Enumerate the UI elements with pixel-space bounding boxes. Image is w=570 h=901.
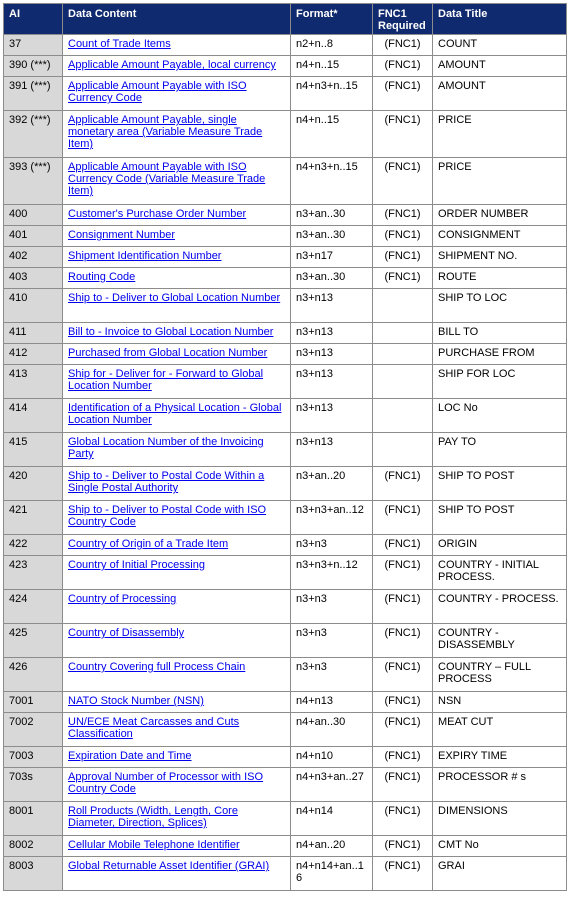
table-row <box>4 535 567 556</box>
table-row <box>4 624 567 658</box>
data-content-link[interactable]: Identification of a Physical Location - Global Location Number <box>68 402 282 426</box>
cell-data-content <box>63 768 291 802</box>
cell-format: n3+n13 <box>291 433 373 467</box>
header-row <box>4 4 567 35</box>
data-content-link[interactable]: Applicable Amount Payable, single monetary area (Variable Measure Trade Item) <box>68 114 263 150</box>
cell-data-title: COUNTRY - INITIAL PROCESS. <box>433 556 567 590</box>
cell-format: n4+n10 <box>291 747 373 768</box>
cell-format: n3+an..30 <box>291 268 373 289</box>
data-content-link[interactable]: Ship to - Deliver to Global Location Number <box>68 292 281 304</box>
cell-ai: 390 (***) <box>4 56 63 77</box>
cell-data-content <box>63 77 291 111</box>
cell-data-title: SHIP TO LOC <box>433 289 567 323</box>
cell-fnc1: (FNC1) <box>373 836 433 857</box>
cell-fnc1 <box>373 289 433 323</box>
cell-fnc1: (FNC1) <box>373 590 433 624</box>
cell-ai: 391 (***) <box>4 77 63 111</box>
cell-data-content <box>63 857 291 891</box>
cell-data-content <box>63 433 291 467</box>
table-row <box>4 747 567 768</box>
cell-data-content <box>63 247 291 268</box>
cell-ai: 400 <box>4 205 63 226</box>
cell-format: n4+an..30 <box>291 713 373 747</box>
cell-format: n4+n3+n..15 <box>291 77 373 111</box>
cell-ai: 8003 <box>4 857 63 891</box>
data-content-link[interactable]: Bill to - Invoice to Global Location Number <box>68 326 274 338</box>
cell-data-title: COUNTRY - DISASSEMBLY <box>433 624 567 658</box>
cell-data-title: ORDER NUMBER <box>433 205 567 226</box>
cell-ai: 410 <box>4 289 63 323</box>
cell-data-content <box>63 692 291 713</box>
cell-data-content <box>63 56 291 77</box>
cell-fnc1: (FNC1) <box>373 692 433 713</box>
table-row <box>4 802 567 836</box>
table-row <box>4 467 567 501</box>
cell-ai: 402 <box>4 247 63 268</box>
cell-format: n4+n13 <box>291 692 373 713</box>
cell-format: n2+n..8 <box>291 35 373 56</box>
cell-fnc1: (FNC1) <box>373 535 433 556</box>
data-content-link[interactable]: Applicable Amount Payable, local currency <box>68 59 276 71</box>
cell-ai: 422 <box>4 535 63 556</box>
cell-data-title: SHIP FOR LOC <box>433 365 567 399</box>
cell-format: n3+n3+n..12 <box>291 556 373 590</box>
cell-data-title: AMOUNT <box>433 77 567 111</box>
cell-format: n3+n3 <box>291 658 373 692</box>
cell-fnc1 <box>373 344 433 365</box>
table-row <box>4 268 567 289</box>
cell-data-content <box>63 205 291 226</box>
cell-format: n3+n3 <box>291 624 373 658</box>
cell-ai: 37 <box>4 35 63 56</box>
data-content-link[interactable]: Cellular Mobile Telephone Identifier <box>68 839 240 851</box>
cell-data-content <box>63 836 291 857</box>
cell-format: n3+n13 <box>291 289 373 323</box>
cell-format: n3+n13 <box>291 323 373 344</box>
cell-format: n3+an..30 <box>291 226 373 247</box>
cell-fnc1: (FNC1) <box>373 467 433 501</box>
cell-fnc1: (FNC1) <box>373 35 433 56</box>
data-content-link[interactable]: Approval Number of Processor with ISO Country Code <box>68 771 264 795</box>
data-content-link[interactable]: Global Location Number of the Invoicing Party <box>68 436 264 460</box>
cell-ai: 426 <box>4 658 63 692</box>
table-row <box>4 35 567 56</box>
cell-format: n4+n..15 <box>291 56 373 77</box>
cell-ai: 412 <box>4 344 63 365</box>
data-content-link[interactable]: UN/ECE Meat Carcasses and Cuts Classification <box>68 716 240 740</box>
cell-ai: 413 <box>4 365 63 399</box>
cell-data-title: GRAI <box>433 857 567 891</box>
table-row <box>4 323 567 344</box>
table-row <box>4 205 567 226</box>
cell-fnc1: (FNC1) <box>373 624 433 658</box>
cell-data-title: SHIPMENT NO. <box>433 247 567 268</box>
cell-data-title: PURCHASE FROM <box>433 344 567 365</box>
cell-format: n4+an..20 <box>291 836 373 857</box>
cell-fnc1: (FNC1) <box>373 205 433 226</box>
cell-format: n3+n17 <box>291 247 373 268</box>
data-content-link[interactable]: Expiration Date and Time <box>68 750 192 762</box>
data-content-link[interactable]: Ship for - Deliver for - Forward to Global Location Number <box>68 368 264 392</box>
cell-data-content <box>63 658 291 692</box>
cell-data-title: ORIGIN <box>433 535 567 556</box>
table-row <box>4 501 567 535</box>
data-content-link[interactable]: Ship to - Deliver to Postal Code with ISO Country Code <box>68 504 267 528</box>
cell-data-title: EXPIRY TIME <box>433 747 567 768</box>
cell-data-content <box>63 158 291 205</box>
cell-data-content <box>63 226 291 247</box>
cell-data-content <box>63 501 291 535</box>
cell-data-title: CONSIGNMENT <box>433 226 567 247</box>
cell-ai: 403 <box>4 268 63 289</box>
cell-fnc1: (FNC1) <box>373 56 433 77</box>
cell-data-content <box>63 365 291 399</box>
header-data-content: Data Content <box>63 4 291 35</box>
cell-format: n4+n3+an..27 <box>291 768 373 802</box>
data-content-link[interactable]: Consignment Number <box>68 229 175 241</box>
cell-data-title: COUNT <box>433 35 567 56</box>
table-row <box>4 692 567 713</box>
cell-data-title: SHIP TO POST <box>433 467 567 501</box>
table-row <box>4 344 567 365</box>
cell-format: n3+n3+an..12 <box>291 501 373 535</box>
cell-data-content <box>63 399 291 433</box>
data-content-link[interactable]: Roll Products (Width, Length, Core Diameter, Direction, Splices) <box>68 805 238 829</box>
cell-fnc1: (FNC1) <box>373 768 433 802</box>
cell-fnc1: (FNC1) <box>373 658 433 692</box>
cell-data-title: PROCESSOR # s <box>433 768 567 802</box>
table-row <box>4 247 567 268</box>
cell-fnc1: (FNC1) <box>373 226 433 247</box>
cell-format: n4+n..15 <box>291 111 373 158</box>
table-row <box>4 158 567 205</box>
table-row <box>4 590 567 624</box>
table-row <box>4 399 567 433</box>
table-row <box>4 713 567 747</box>
cell-data-title: DIMENSIONS <box>433 802 567 836</box>
cell-fnc1 <box>373 433 433 467</box>
cell-data-title: MEAT CUT <box>433 713 567 747</box>
table-row <box>4 289 567 323</box>
table-row <box>4 768 567 802</box>
cell-format: n4+n3+n..15 <box>291 158 373 205</box>
cell-data-content <box>63 467 291 501</box>
header-fnc1-required: FNC1 Required <box>373 4 433 35</box>
header-data-title: Data Title <box>433 4 567 35</box>
cell-format: n3+n3 <box>291 590 373 624</box>
cell-ai: 424 <box>4 590 63 624</box>
cell-ai: 8002 <box>4 836 63 857</box>
data-content-link[interactable]: Ship to - Deliver to Postal Code Within a Single Postal Authority <box>68 470 265 494</box>
cell-data-content <box>63 556 291 590</box>
cell-data-title: ROUTE <box>433 268 567 289</box>
cell-data-content <box>63 111 291 158</box>
cell-data-title: COUNTRY - PROCESS. <box>433 590 567 624</box>
cell-ai: 703s <box>4 768 63 802</box>
cell-fnc1: (FNC1) <box>373 501 433 535</box>
data-content-link[interactable]: Routing Code <box>68 271 136 283</box>
cell-data-title: NSN <box>433 692 567 713</box>
cell-ai: 7003 <box>4 747 63 768</box>
data-content-link[interactable]: Shipment Identification Number <box>68 250 222 262</box>
data-content-link[interactable]: Country of Initial Processing <box>68 559 205 571</box>
cell-data-content <box>63 289 291 323</box>
cell-fnc1: (FNC1) <box>373 556 433 590</box>
cell-format: n3+an..30 <box>291 205 373 226</box>
cell-fnc1: (FNC1) <box>373 77 433 111</box>
cell-data-title: AMOUNT <box>433 56 567 77</box>
data-content-link[interactable]: Global Returnable Asset Identifier (GRAI) <box>68 860 270 872</box>
cell-format: n3+an..20 <box>291 467 373 501</box>
cell-fnc1: (FNC1) <box>373 268 433 289</box>
table-row <box>4 111 567 158</box>
cell-format: n4+n14+an..16 <box>291 857 373 891</box>
cell-ai: 7002 <box>4 713 63 747</box>
cell-data-title: PRICE <box>433 111 567 158</box>
cell-ai: 414 <box>4 399 63 433</box>
cell-data-content <box>63 535 291 556</box>
table-row <box>4 56 567 77</box>
data-content-link[interactable]: Country of Processing <box>68 593 177 605</box>
cell-data-content <box>63 802 291 836</box>
cell-fnc1: (FNC1) <box>373 247 433 268</box>
table-row <box>4 556 567 590</box>
table-row <box>4 226 567 247</box>
cell-fnc1: (FNC1) <box>373 111 433 158</box>
cell-ai: 423 <box>4 556 63 590</box>
header-format: Format* <box>291 4 373 35</box>
cell-data-title: LOC No <box>433 399 567 433</box>
table-row <box>4 77 567 111</box>
cell-data-content <box>63 323 291 344</box>
cell-data-content <box>63 713 291 747</box>
cell-fnc1: (FNC1) <box>373 158 433 205</box>
cell-ai: 393 (***) <box>4 158 63 205</box>
cell-data-title: BILL TO <box>433 323 567 344</box>
cell-data-content <box>63 344 291 365</box>
table-row <box>4 658 567 692</box>
cell-ai: 420 <box>4 467 63 501</box>
cell-fnc1 <box>373 323 433 344</box>
cell-format: n3+n13 <box>291 365 373 399</box>
cell-ai: 7001 <box>4 692 63 713</box>
cell-ai: 401 <box>4 226 63 247</box>
cell-ai: 411 <box>4 323 63 344</box>
data-content-link[interactable]: Country Covering full Process Chain <box>68 661 246 673</box>
cell-data-title: PAY TO <box>433 433 567 467</box>
cell-ai: 425 <box>4 624 63 658</box>
cell-ai: 421 <box>4 501 63 535</box>
ai-table <box>3 3 567 891</box>
cell-fnc1 <box>373 365 433 399</box>
cell-fnc1: (FNC1) <box>373 802 433 836</box>
data-content-link[interactable]: Count of Trade Items <box>68 38 171 50</box>
data-content-link[interactable]: Customer's Purchase Order Number <box>68 208 247 220</box>
cell-data-content <box>63 590 291 624</box>
cell-format: n3+n13 <box>291 344 373 365</box>
data-content-link[interactable]: Country of Origin of a Trade Item <box>68 538 229 550</box>
data-content-link[interactable]: Applicable Amount Payable with ISO Currency Code (Variable Measure Trade Item) <box>68 161 266 197</box>
cell-data-title: SHIP TO POST <box>433 501 567 535</box>
data-content-link[interactable]: Purchased from Global Location Number <box>68 347 268 359</box>
cell-data-content <box>63 747 291 768</box>
table-row <box>4 836 567 857</box>
cell-data-title: COUNTRY – FULL PROCESS <box>433 658 567 692</box>
cell-data-content <box>63 35 291 56</box>
cell-format: n3+n13 <box>291 399 373 433</box>
cell-fnc1 <box>373 399 433 433</box>
cell-fnc1: (FNC1) <box>373 713 433 747</box>
cell-ai: 415 <box>4 433 63 467</box>
cell-format: n3+n3 <box>291 535 373 556</box>
cell-data-title: PRICE <box>433 158 567 205</box>
cell-fnc1: (FNC1) <box>373 857 433 891</box>
data-content-link[interactable]: NATO Stock Number (NSN) <box>68 695 204 707</box>
header-ai: AI <box>4 4 63 35</box>
table-row <box>4 857 567 891</box>
cell-ai: 8001 <box>4 802 63 836</box>
cell-format: n4+n14 <box>291 802 373 836</box>
table-row <box>4 365 567 399</box>
cell-data-title: CMT No <box>433 836 567 857</box>
cell-fnc1: (FNC1) <box>373 747 433 768</box>
cell-data-content <box>63 624 291 658</box>
cell-data-content <box>63 268 291 289</box>
table-row <box>4 433 567 467</box>
cell-ai: 392 (***) <box>4 111 63 158</box>
table-body <box>4 35 567 891</box>
data-content-link[interactable]: Country of Disassembly <box>68 627 185 639</box>
data-content-link[interactable]: Applicable Amount Payable with ISO Currency Code <box>68 80 247 104</box>
